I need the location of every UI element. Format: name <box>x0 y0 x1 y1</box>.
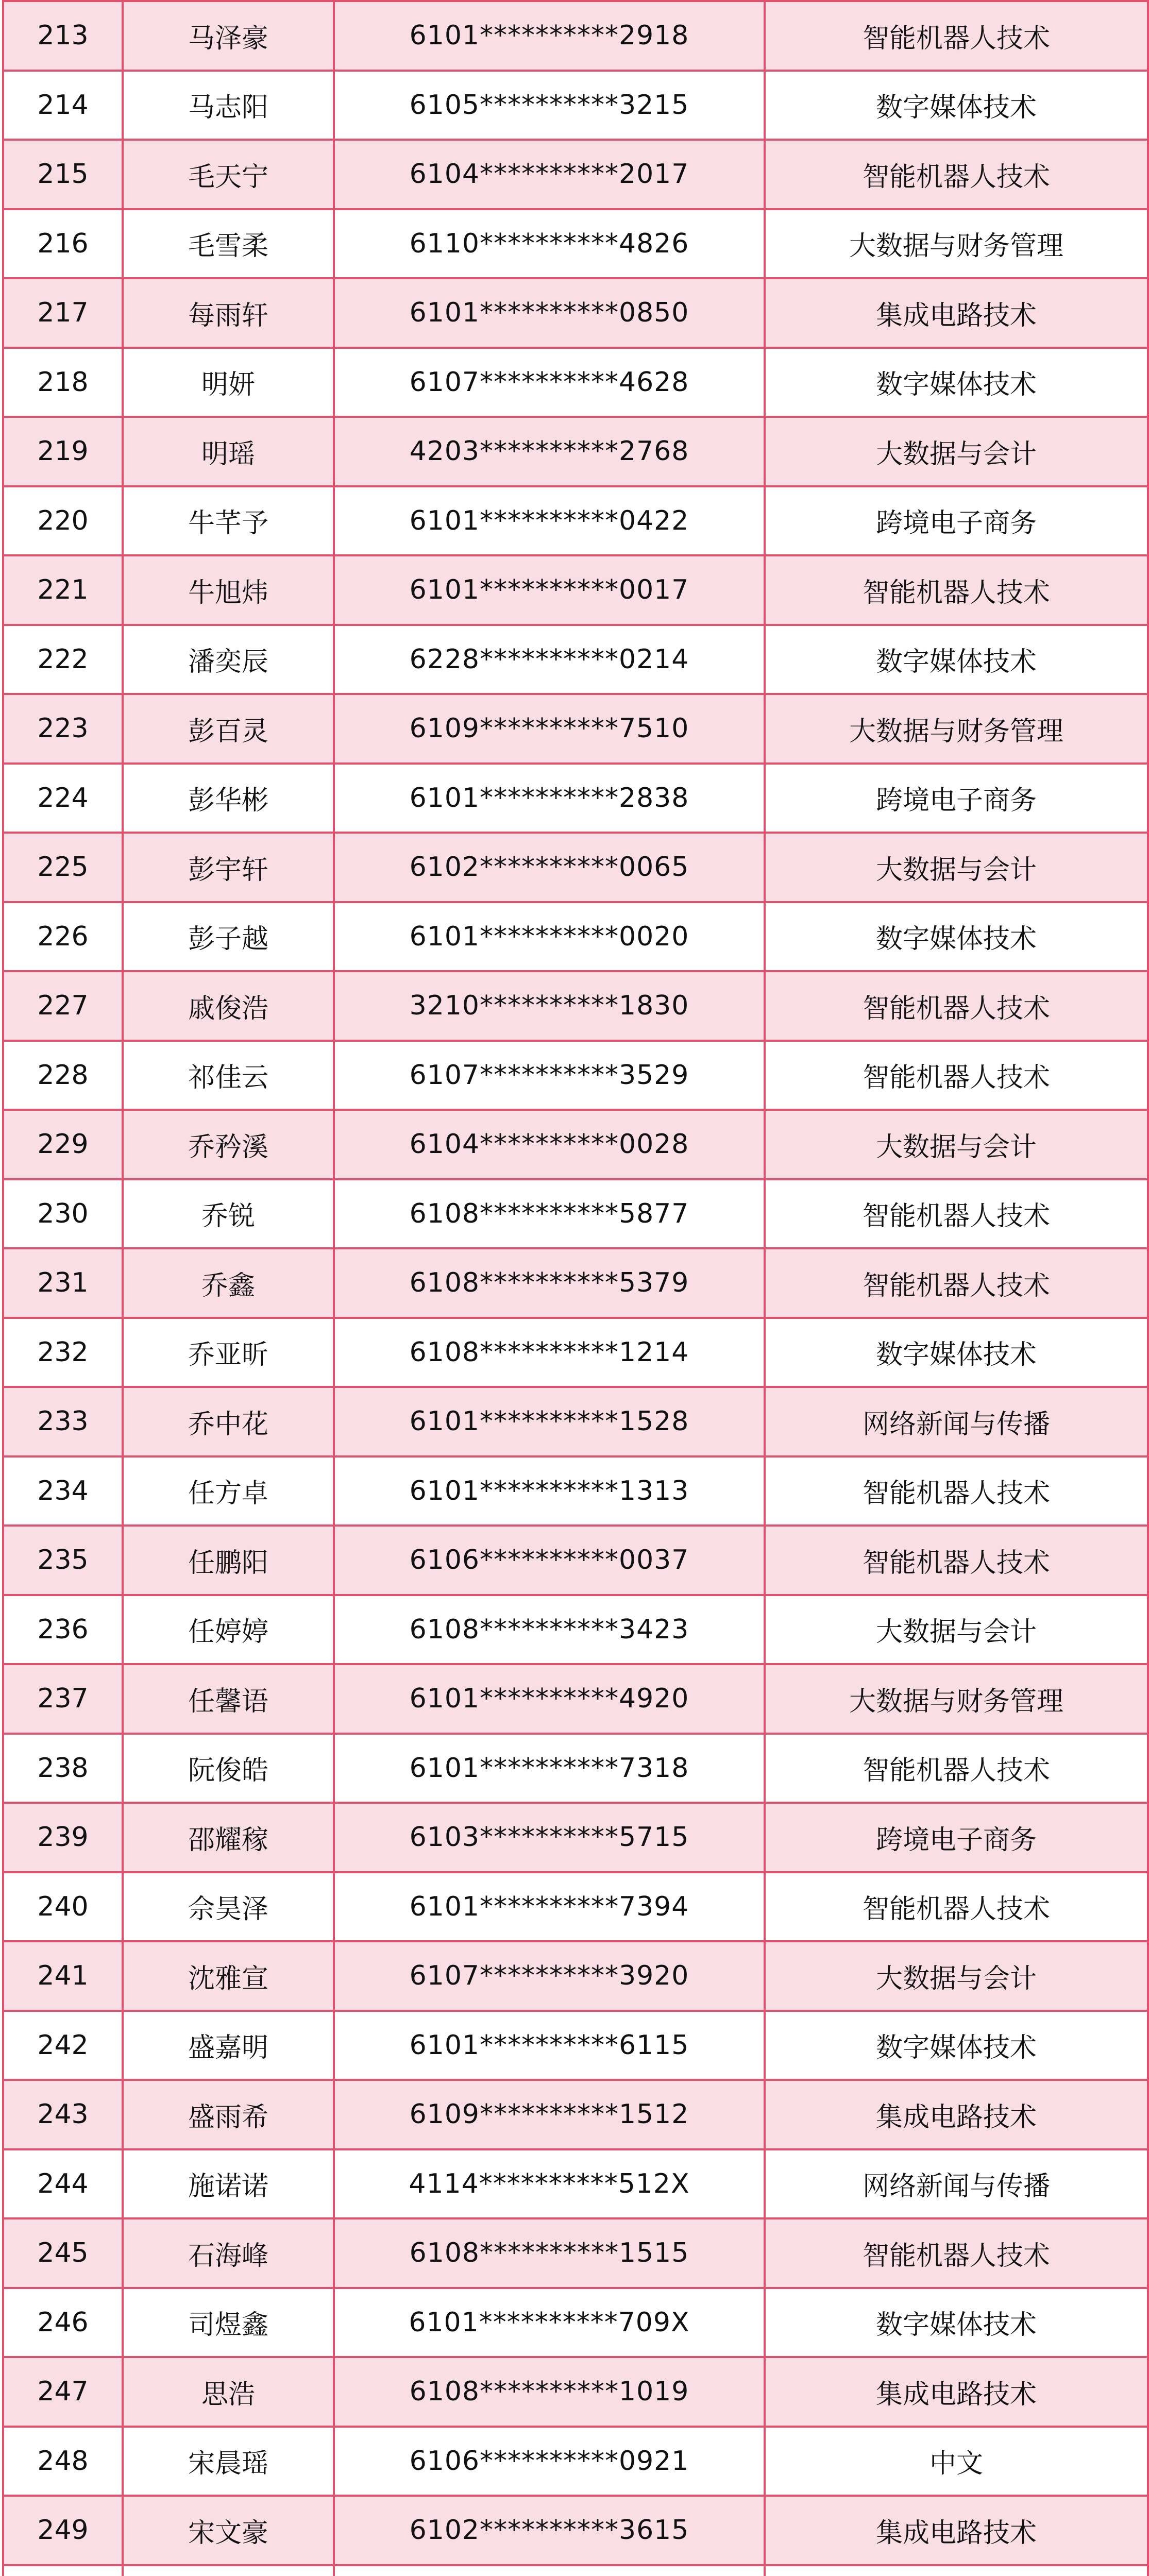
student-name-cell: 阮俊皓 <box>123 1734 334 1803</box>
row-number-cell: 248 <box>3 2427 123 2496</box>
student-name-cell: 司煜鑫 <box>123 2288 334 2358</box>
student-name-cell: 任鹏阳 <box>123 1526 334 1595</box>
table-row <box>3 1248 1148 1318</box>
major-cell: 集成电路技术 <box>765 278 1148 348</box>
id-number-cell: 6228**********0214 <box>334 625 765 694</box>
table-row <box>3 2218 1148 2288</box>
major-cell: 网络新闻与传播 <box>765 2149 1148 2219</box>
student-name-cell: 牛旭炜 <box>123 555 334 625</box>
table-row <box>3 1526 1148 1595</box>
row-number-cell: 238 <box>3 1734 123 1803</box>
table-row <box>3 1872 1148 1942</box>
table-row <box>3 209 1148 279</box>
row-number-cell <box>3 2565 123 2576</box>
student-name-cell: 施诺诺 <box>123 2149 334 2219</box>
row-number-cell: 246 <box>3 2288 123 2358</box>
id-number-cell: 6104**********2017 <box>334 140 765 209</box>
major-cell: 数字媒体技术 <box>765 2011 1148 2080</box>
table-row <box>3 1595 1148 1665</box>
row-number-cell: 232 <box>3 1318 123 1387</box>
id-number-cell: 4114**********512X <box>334 2149 765 2219</box>
major-cell: 跨境电子商务 <box>765 764 1148 833</box>
table-row <box>3 1456 1148 1526</box>
major-cell: 智能机器人技术 <box>765 1526 1148 1595</box>
id-number-cell: 6110**********4826 <box>334 209 765 279</box>
table-row <box>3 2288 1148 2358</box>
id-number-cell <box>334 2565 765 2576</box>
student-name-cell: 戚俊浩 <box>123 971 334 1041</box>
row-number-cell: 229 <box>3 1110 123 1179</box>
id-number-cell: 6101**********7318 <box>334 1734 765 1803</box>
student-name-cell: 乔矜溪 <box>123 1110 334 1179</box>
student-name-cell: 佘昊泽 <box>123 1872 334 1942</box>
major-cell: 智能机器人技术 <box>765 140 1148 209</box>
student-name-cell: 思浩 <box>123 2357 334 2427</box>
row-number-cell: 223 <box>3 694 123 764</box>
id-number-cell: 6101**********709X <box>334 2288 765 2358</box>
major-cell: 大数据与财务管理 <box>765 1664 1148 1734</box>
major-cell: 大数据与财务管理 <box>765 694 1148 764</box>
table-row <box>3 2080 1148 2149</box>
table-row <box>3 1 1148 71</box>
id-number-cell: 4203**********2768 <box>334 417 765 486</box>
table-row <box>3 971 1148 1041</box>
table-row <box>3 140 1148 209</box>
id-number-cell: 6101**********0422 <box>334 486 765 556</box>
row-number-cell: 222 <box>3 625 123 694</box>
table-row <box>3 278 1148 348</box>
table-row <box>3 2496 1148 2565</box>
major-cell: 大数据与财务管理 <box>765 209 1148 279</box>
table-row <box>3 1734 1148 1803</box>
row-number-cell: 219 <box>3 417 123 486</box>
row-number-cell: 241 <box>3 1941 123 2011</box>
student-name-cell: 石海峰 <box>123 2218 334 2288</box>
row-number-cell: 214 <box>3 71 123 140</box>
major-cell: 大数据与会计 <box>765 1941 1148 2011</box>
row-number-cell: 227 <box>3 971 123 1041</box>
table-row <box>3 348 1148 417</box>
student-name-cell: 邵耀稼 <box>123 1803 334 1872</box>
id-number-cell: 6101**********7394 <box>334 1872 765 1942</box>
major-cell: 智能机器人技术 <box>765 1248 1148 1318</box>
student-name-cell: 彭子越 <box>123 902 334 972</box>
student-name-cell: 彭百灵 <box>123 694 334 764</box>
row-number-cell: 235 <box>3 1526 123 1595</box>
table-row <box>3 2565 1148 2576</box>
id-number-cell: 6109**********7510 <box>334 694 765 764</box>
major-cell: 数字媒体技术 <box>765 1318 1148 1387</box>
table-row <box>3 694 1148 764</box>
major-cell: 数字媒体技术 <box>765 71 1148 140</box>
table-row <box>3 1110 1148 1179</box>
student-name-cell: 毛雪柔 <box>123 209 334 279</box>
table-row <box>3 2149 1148 2219</box>
table-row <box>3 1664 1148 1734</box>
student-name-cell: 宋文豪 <box>123 2496 334 2565</box>
row-number-cell: 240 <box>3 1872 123 1942</box>
id-number-cell: 6101**********0017 <box>334 555 765 625</box>
major-cell: 跨境电子商务 <box>765 1803 1148 1872</box>
table-row <box>3 2011 1148 2080</box>
student-name-cell: 彭宇轩 <box>123 833 334 902</box>
row-number-cell: 231 <box>3 1248 123 1318</box>
student-name-cell: 盛嘉明 <box>123 2011 334 2080</box>
major-cell: 中文 <box>765 2427 1148 2496</box>
table-row <box>3 417 1148 486</box>
major-cell: 智能机器人技术 <box>765 2218 1148 2288</box>
student-name-cell: 祁佳云 <box>123 1041 334 1110</box>
major-cell: 大数据与会计 <box>765 833 1148 902</box>
student-name-cell: 潘奕辰 <box>123 625 334 694</box>
student-name-cell: 明妍 <box>123 348 334 417</box>
row-number-cell: 245 <box>3 2218 123 2288</box>
row-number-cell: 218 <box>3 348 123 417</box>
major-cell: 智能机器人技术 <box>765 555 1148 625</box>
id-number-cell: 6108**********3423 <box>334 1595 765 1665</box>
id-number-cell: 6108**********5379 <box>334 1248 765 1318</box>
id-number-cell: 6108**********1515 <box>334 2218 765 2288</box>
id-number-cell: 6108**********1019 <box>334 2357 765 2427</box>
row-number-cell: 233 <box>3 1387 123 1456</box>
row-number-cell: 247 <box>3 2357 123 2427</box>
student-name-cell: 任馨语 <box>123 1664 334 1734</box>
row-number-cell: 249 <box>3 2496 123 2565</box>
row-number-cell: 243 <box>3 2080 123 2149</box>
major-cell: 大数据与会计 <box>765 1595 1148 1665</box>
row-number-cell: 221 <box>3 555 123 625</box>
student-name-cell: 每雨轩 <box>123 278 334 348</box>
table-row <box>3 2427 1148 2496</box>
table-row <box>3 1179 1148 1249</box>
table-row <box>3 1803 1148 1872</box>
id-number-cell: 6102**********3615 <box>334 2496 765 2565</box>
major-cell: 网络新闻与传播 <box>765 1387 1148 1456</box>
row-number-cell: 228 <box>3 1041 123 1110</box>
student-name-cell: 任方卓 <box>123 1456 334 1526</box>
major-cell: 数字媒体技术 <box>765 902 1148 972</box>
id-number-cell: 6108**********5877 <box>334 1179 765 1249</box>
student-name-cell: 毛天宁 <box>123 140 334 209</box>
major-cell: 智能机器人技术 <box>765 1872 1148 1942</box>
student-name-cell: 马泽豪 <box>123 1 334 71</box>
row-number-cell: 224 <box>3 764 123 833</box>
student-name-cell: 乔锐 <box>123 1179 334 1249</box>
roster-table <box>2 0 1149 2576</box>
student-name-cell: 乔亚昕 <box>123 1318 334 1387</box>
major-cell: 集成电路技术 <box>765 2357 1148 2427</box>
table-row <box>3 764 1148 833</box>
major-cell: 智能机器人技术 <box>765 971 1148 1041</box>
id-number-cell: 6107**********4628 <box>334 348 765 417</box>
row-number-cell: 236 <box>3 1595 123 1665</box>
id-number-cell: 6109**********1512 <box>334 2080 765 2149</box>
id-number-cell: 6101**********2918 <box>334 1 765 71</box>
row-number-cell: 226 <box>3 902 123 972</box>
table-row <box>3 486 1148 556</box>
id-number-cell: 6107**********3920 <box>334 1941 765 2011</box>
student-name-cell: 乔中花 <box>123 1387 334 1456</box>
student-name-cell: 盛雨希 <box>123 2080 334 2149</box>
table-row <box>3 1041 1148 1110</box>
major-cell: 智能机器人技术 <box>765 1456 1148 1526</box>
id-number-cell: 6101**********1313 <box>334 1456 765 1526</box>
row-number-cell: 225 <box>3 833 123 902</box>
id-number-cell: 6101**********6115 <box>334 2011 765 2080</box>
id-number-cell: 6101**********4920 <box>334 1664 765 1734</box>
id-number-cell: 6101**********2838 <box>334 764 765 833</box>
row-number-cell: 242 <box>3 2011 123 2080</box>
student-name-cell <box>123 2565 334 2576</box>
id-number-cell: 6108**********1214 <box>334 1318 765 1387</box>
student-name-cell: 沈雅宣 <box>123 1941 334 2011</box>
row-number-cell: 234 <box>3 1456 123 1526</box>
major-cell: 智能机器人技术 <box>765 1041 1148 1110</box>
table-row <box>3 625 1148 694</box>
row-number-cell: 216 <box>3 209 123 279</box>
student-name-cell: 彭华彬 <box>123 764 334 833</box>
table-row <box>3 555 1148 625</box>
major-cell: 数字媒体技术 <box>765 2288 1148 2358</box>
id-number-cell: 6101**********0020 <box>334 902 765 972</box>
id-number-cell: 3210**********1830 <box>334 971 765 1041</box>
table-row <box>3 71 1148 140</box>
major-cell: 大数据与会计 <box>765 417 1148 486</box>
id-number-cell: 6106**********0037 <box>334 1526 765 1595</box>
id-number-cell: 6102**********0065 <box>334 833 765 902</box>
student-name-cell: 宋晨瑶 <box>123 2427 334 2496</box>
major-cell: 数字媒体技术 <box>765 348 1148 417</box>
major-cell: 大数据与会计 <box>765 1110 1148 1179</box>
roster-table-body <box>3 1 1148 2576</box>
id-number-cell: 6101**********1528 <box>334 1387 765 1456</box>
major-cell: 智能机器人技术 <box>765 1179 1148 1249</box>
major-cell: 数字媒体技术 <box>765 625 1148 694</box>
table-row <box>3 902 1148 972</box>
major-cell: 集成电路技术 <box>765 2080 1148 2149</box>
id-number-cell: 6103**********5715 <box>334 1803 765 1872</box>
table-row <box>3 2357 1148 2427</box>
student-name-cell: 马志阳 <box>123 71 334 140</box>
id-number-cell: 6104**********0028 <box>334 1110 765 1179</box>
row-number-cell: 217 <box>3 278 123 348</box>
major-cell: 集成电路技术 <box>765 2496 1148 2565</box>
row-number-cell: 220 <box>3 486 123 556</box>
student-name-cell: 任婷婷 <box>123 1595 334 1665</box>
row-number-cell: 215 <box>3 140 123 209</box>
table-row <box>3 833 1148 902</box>
row-number-cell: 239 <box>3 1803 123 1872</box>
row-number-cell: 237 <box>3 1664 123 1734</box>
id-number-cell: 6106**********0921 <box>334 2427 765 2496</box>
major-cell <box>765 2565 1148 2576</box>
student-name-cell: 明瑶 <box>123 417 334 486</box>
id-number-cell: 6105**********3215 <box>334 71 765 140</box>
student-name-cell: 牛芊予 <box>123 486 334 556</box>
row-number-cell: 230 <box>3 1179 123 1249</box>
id-number-cell: 6107**********3529 <box>334 1041 765 1110</box>
row-number-cell: 244 <box>3 2149 123 2219</box>
major-cell: 智能机器人技术 <box>765 1734 1148 1803</box>
table-row <box>3 1318 1148 1387</box>
student-name-cell: 乔鑫 <box>123 1248 334 1318</box>
major-cell: 跨境电子商务 <box>765 486 1148 556</box>
id-number-cell: 6101**********0850 <box>334 278 765 348</box>
table-row <box>3 1941 1148 2011</box>
row-number-cell: 213 <box>3 1 123 71</box>
major-cell: 智能机器人技术 <box>765 1 1148 71</box>
table-row <box>3 1387 1148 1456</box>
